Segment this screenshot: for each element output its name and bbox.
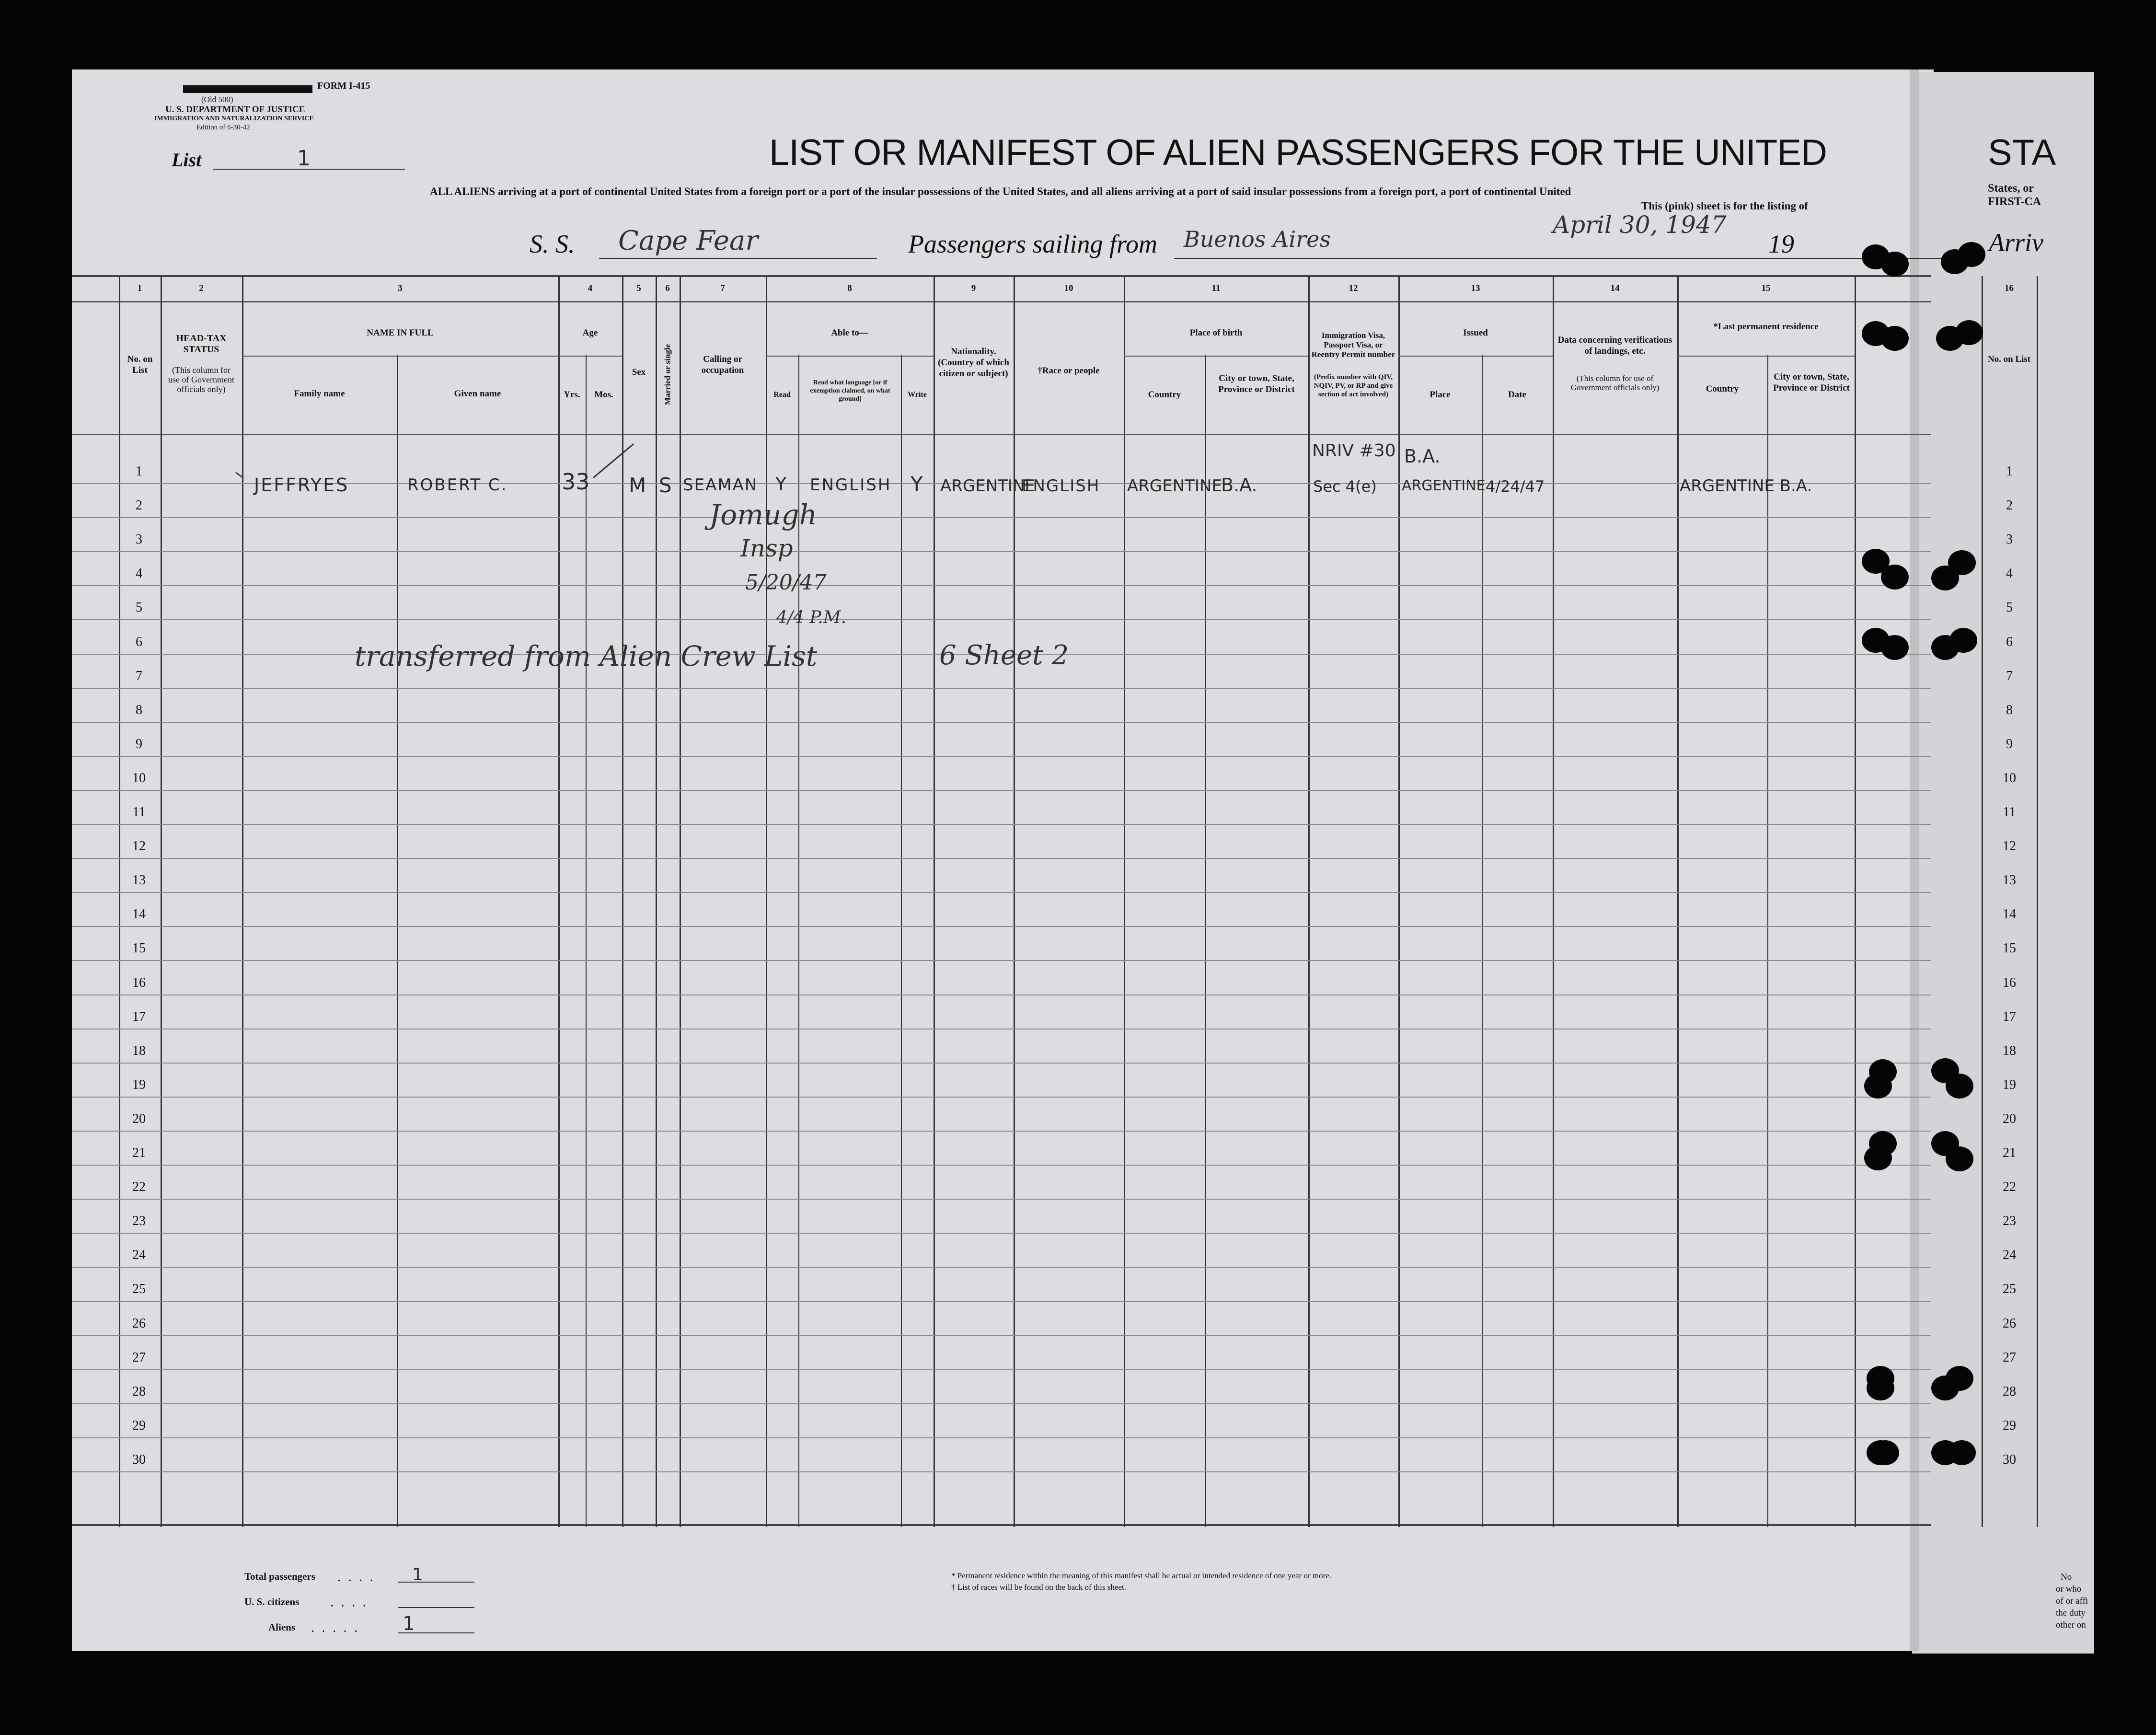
col-num-14: 14 [1610,283,1620,293]
inspector-title: Insp [740,534,793,562]
right-note-4: the duty [2056,1608,2086,1618]
adjoining-page [1912,72,2094,1654]
sailing-label: Passengers sailing from [908,230,1158,258]
row-number-right: 26 [2003,1316,2016,1331]
row-number-right: 14 [2003,907,2016,922]
header-married: Married or single [663,344,672,405]
row-number: 24 [132,1248,146,1263]
ship-name: Cape Fear [618,225,759,256]
punch-hole [1867,1376,1894,1400]
row-number: 4 [136,566,142,581]
header-name-in-full: NAME IN FULL [367,328,434,338]
col-num-5: 5 [636,283,641,293]
col-divider [680,276,681,1527]
row-line [72,1233,1931,1234]
redaction-bar [183,85,312,93]
header-issued: Issued [1463,328,1488,338]
header-place: Place [1430,390,1451,400]
header-sub-rule [1124,356,1308,357]
subtitle-cont-1: States, or [1988,182,2034,195]
entry-sex: M [629,474,646,497]
entry-issued-place-1: B.A. [1404,446,1441,467]
header-last-residence: *Last permanent residence [1713,322,1819,332]
punch-hole [1955,320,1983,345]
right-note-3: of or affi [2056,1596,2088,1606]
col-num-1: 1 [137,283,142,293]
header-sub-rule [1677,356,1855,357]
col-num-2: 2 [199,283,204,293]
row-number-right: 17 [2003,1009,2016,1024]
row-line [72,1437,1931,1438]
entry-issued-place-2: ARGENTINE [1402,477,1486,494]
entry-residence: ARGENTINE B.A. [1680,476,1812,496]
row-line [72,1301,1931,1302]
row-number-right: 10 [2003,770,2016,786]
row-number-right: 28 [2003,1384,2016,1399]
row-number: 30 [132,1452,146,1467]
row-number: 23 [132,1214,146,1229]
col-divider [1014,276,1015,1527]
list-label: List [172,149,202,171]
col-divider [1553,276,1554,1527]
aliens-label: Aliens [268,1621,296,1633]
col-num-7: 7 [720,283,725,293]
form-old-number: (Old 500) [201,95,233,104]
row-number: 25 [132,1282,146,1297]
row-number: 18 [132,1043,146,1058]
header-head-tax: HEAD-TAX STATUS [176,333,227,355]
header-read-language: Read what language [or if exemption claimed, on what ground] [810,379,890,403]
col-num-12: 12 [1349,283,1358,293]
punch-hole [1948,550,1976,575]
row-number-right: 8 [2006,702,2013,717]
entry-age-yrs: 33 [562,469,590,495]
row-number: 2 [136,498,142,513]
subtitle-cont-2: FIRST-CA [1988,196,2041,208]
punch-hole [1946,1146,1973,1171]
row-number-right: 30 [2003,1452,2016,1467]
row-number: 27 [132,1350,146,1365]
manifest-page [72,69,1934,1651]
header-country: Country [1148,390,1181,400]
footnote-residence: * Permanent residence within the meaning of this manifest shall be actual or intended residence of one year or more. [951,1571,1332,1580]
right-note-1: No [2061,1572,2072,1582]
row-number: 19 [132,1077,146,1092]
row-number: 17 [132,1009,146,1024]
table-top-rule [72,275,1931,277]
row-number: 9 [136,736,142,752]
row-number: 14 [132,907,146,922]
row-number: 12 [132,839,146,854]
header-head-tax-note: (This column for use of Government officials only) [168,365,234,394]
service: IMMIGRATION AND NATURALIZATION SERVICE [154,115,314,122]
row-number: 28 [132,1384,146,1399]
row-number-right: 6 [2006,634,2013,649]
col-num-4: 4 [588,283,593,293]
header-bottom-rule [72,434,1931,435]
row-line [72,756,1931,757]
row-number-right: 23 [2003,1214,2016,1229]
row-line [72,858,1931,859]
header-date: Date [1508,390,1526,400]
header-city-town: City or town, State, Province or District [1218,373,1295,394]
punch-hole [1881,252,1909,277]
row-line [72,551,1931,552]
col-divider [1205,355,1206,1527]
punch-hole [1881,635,1909,660]
col-num-15: 15 [1761,283,1771,293]
form-number: FORM I-415 [317,81,370,91]
entry-birth-city: B.A. [1221,474,1257,496]
col-divider [622,276,623,1527]
row-number: 10 [132,770,146,786]
header-read: Read [773,391,791,399]
row-line [72,619,1931,620]
entry-married: S [659,474,672,497]
header-visa-note: (Prefix number with QIV, NQIV, PV, or RP and give section of act involved) [1314,373,1393,398]
header-verifications: Data concerning verifications of landings, etc. [1557,335,1672,356]
header-yrs: Yrs. [564,390,580,400]
entry-issued-date: 4/24/47 [1486,477,1545,496]
row-number-right: 12 [2003,839,2016,854]
us-citizens-dots: . . . . [331,1597,369,1609]
row-number-right: 3 [2006,532,2013,547]
row-number-right: 11 [2003,805,2016,820]
row-number-right: 9 [2006,736,2013,752]
header-calling: Calling or occupation [701,354,744,375]
row-number: 7 [136,668,142,683]
col-divider [1482,355,1483,1527]
row-number-right: 15 [2003,941,2016,956]
row-number-right: 18 [2003,1043,2016,1058]
row-number: 21 [132,1145,146,1160]
punch-hole [1948,1440,1976,1465]
header-visa: Immigration Visa, Passport Visa, or Reentry Permit number [1311,331,1395,359]
transfer-list: 6 Sheet 2 [939,640,1069,671]
inspection-time: 4/4 P.M. [776,608,847,627]
header-place-of-birth: Place of birth [1189,328,1243,338]
header-sex: Sex [632,367,646,377]
row-number: 13 [132,873,146,888]
col-num-8: 8 [847,283,852,293]
row-number-right: 29 [2003,1418,2016,1433]
header-age: Age [582,328,598,338]
entry-write: Y [911,472,923,496]
year-prefix: 19 [1768,230,1794,258]
row-line [72,1199,1931,1200]
aliens-value: 1 [403,1613,415,1635]
punch-hole [1946,1366,1973,1391]
sailing-date: April 30, 1947 [1553,211,1727,239]
header-country-2: Country [1706,384,1739,394]
header-sub-rule [766,356,934,357]
row-number-right: 2 [2006,498,2013,513]
row-number: 22 [132,1180,146,1195]
total-line [398,1582,474,1583]
row-number: 11 [132,805,146,820]
row-line [72,1063,1931,1064]
sailing-port: Buenos Aires [1184,226,1331,252]
entry-visa: NRIV #30 [1312,441,1396,461]
col-divider [766,276,767,1527]
transfer-note: transferred from Alien Crew List [355,640,818,672]
entry-given-name: ROBERT C. [407,475,508,495]
header-family-name: Family name [294,389,345,399]
row-number-right: 7 [2006,668,2013,683]
row-number: 5 [136,600,142,615]
col-divider [1398,276,1400,1527]
header-sub-rule [558,356,622,357]
ss-label: S. S. [530,230,575,258]
punch-hole [1881,565,1909,590]
entry-occupation: SEAMAN [683,475,758,495]
row-line [72,1097,1931,1098]
col-divider [934,276,935,1527]
list-value: 1 [297,146,311,171]
citizens-line [398,1607,474,1608]
row-line [72,1369,1931,1370]
col-divider [2037,276,2038,1527]
punch-hole [1864,1145,1892,1170]
inspection-date: 5/20/47 [745,570,827,595]
row-number: 16 [132,975,146,990]
column-number-rule [72,301,1931,302]
manifest-title-continued: STA [1988,132,2056,173]
edition: Edition of 6-30-42 [196,124,250,131]
department: U. S. DEPARTMENT OF JUSTICE [165,104,305,115]
col-divider [1855,276,1856,1527]
header-no-on-list: No. on List [127,354,153,375]
header-mos: Mos. [594,390,613,400]
header-write: Write [908,391,927,399]
row-number-right: 19 [2003,1077,2016,1092]
col-divider [656,276,657,1527]
manifest-title: LIST OR MANIFEST OF ALIEN PASSENGERS FOR THE UNITED [769,132,1827,173]
col-divider [397,355,398,1527]
entry-language: ENGLISH [810,475,892,495]
row-line [72,1165,1931,1166]
row-number-right: 1 [2006,464,2013,479]
col-divider [119,276,120,1527]
us-citizens-label: U. S. citizens [244,1596,300,1608]
header-sub-rule [1398,356,1553,357]
punch-hole [1958,242,1985,267]
total-passengers-label: Total passengers [244,1571,315,1582]
table-bottom-rule [72,1524,1931,1526]
row-line [72,824,1931,825]
entry-family-name: JEFFRYES [254,474,349,496]
row-line [72,960,1931,961]
entry-nationality: ARGENTINE [940,476,1035,496]
row-number-right: 24 [2003,1248,2016,1263]
col-num-16: 16 [2005,283,2014,293]
row-line [72,688,1931,689]
footnote-races: † List of races will be found on the back of this sheet. [951,1583,1126,1592]
col-num-13: 13 [1471,283,1480,293]
row-line [72,1267,1931,1268]
punch-hole [1864,1074,1892,1099]
header-nationality: Nationality. (Country of which citizen or subject) [938,347,1009,379]
row-number-right: 25 [2003,1282,2016,1297]
header-city-town-2: City or town, State, Province or District [1773,372,1850,393]
header-no-on-list-2: No. on List [1987,354,2031,364]
row-line [72,790,1931,791]
row-number: 8 [136,702,142,717]
aliens-dots: . . . . . [311,1623,360,1634]
header-given-name: Given name [454,389,501,399]
row-number: 3 [136,532,142,547]
col-num-9: 9 [971,283,976,293]
row-line [72,517,1931,518]
row-number: 15 [132,941,146,956]
row-number-right: 16 [2003,975,2016,990]
row-line [72,892,1931,893]
col-num-3: 3 [398,283,403,293]
row-line [72,585,1931,586]
row-number: 20 [132,1111,146,1126]
total-passengers-dots: . . . . [338,1572,376,1584]
header-verifications-note: (This column for use of Government officials only) [1570,374,1660,392]
sailing-line [1174,258,1979,259]
col-divider [901,355,902,1527]
punch-hole [1949,628,1977,653]
inspector-signature: Jomugh [709,498,818,531]
subtitle-line-2: This (pink) sheet is for the listing of [1641,200,1808,212]
row-number: 1 [136,464,142,479]
row-number-right: 13 [2003,873,2016,888]
col-num-6: 6 [665,283,670,293]
header-race: †Race or people [1038,366,1100,376]
col-divider [1982,276,1983,1527]
col-num-11: 11 [1211,283,1221,293]
punch-hole [1871,1440,1899,1465]
ship-line [599,258,877,259]
col-divider [558,276,560,1527]
row-number-right: 5 [2006,600,2013,615]
col-divider [586,355,587,1527]
col-divider [242,276,243,1527]
col-divider [1308,276,1310,1527]
col-divider [1677,276,1679,1527]
entry-race: ENGLISH [1022,476,1100,496]
row-line [72,1335,1931,1336]
punch-hole [1946,1074,1973,1099]
row-line [72,1403,1931,1404]
row-line [72,1471,1931,1472]
row-number: 26 [132,1316,146,1331]
col-num-10: 10 [1064,283,1073,293]
right-note-5: other on [2056,1620,2086,1630]
row-number-right: 20 [2003,1111,2016,1126]
row-line [72,722,1931,723]
subtitle-line-1: ALL ALIENS arriving at a port of continental United States from a foreign port or a port of the insular possessions of the United States, and all aliens arriving at a port of said insular possessions from a foreign port, a port of continental United [430,185,1571,197]
row-number: 29 [132,1418,146,1433]
col-divider [1124,276,1125,1527]
row-number-right: 4 [2006,566,2013,581]
entry-visa-section: Sec 4(e) [1313,477,1377,496]
col-divider [161,276,162,1527]
arriving-label: Arriv [1989,228,2043,257]
row-number-right: 27 [2003,1350,2016,1365]
row-number-right: 21 [2003,1145,2016,1160]
total-passengers-value: 1 [412,1565,423,1585]
row-number: 6 [136,634,142,649]
row-line [72,1131,1931,1132]
row-number-right: 22 [2003,1180,2016,1195]
right-note-2: or who [2056,1584,2082,1594]
entry-read: Y [775,474,787,495]
header-able-to: Able to— [831,328,868,338]
punch-hole [1881,326,1909,351]
col-divider [1767,355,1768,1527]
header-sub-rule [242,356,558,357]
row-line [72,926,1931,927]
entry-birth-country: ARGENTINE [1127,476,1222,496]
page-fold [1910,69,1919,1651]
